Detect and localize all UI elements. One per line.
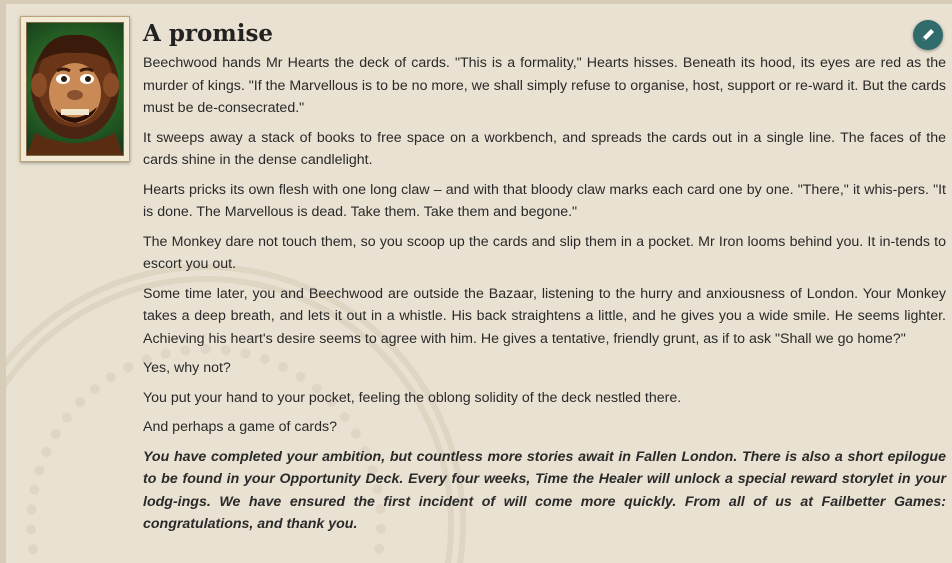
description-paragraph: Hearts pricks its own flesh with one long claw – and with that bloody claw marks each card one by one. "There," it whis-pers. "It is done. The Marvellous is dead. Take them. Take them and begone." [143,181,946,220]
storylet-description [143,52,946,543]
monkey-portrait-icon [26,22,124,156]
description-paragraph: Yes, why not? [143,360,231,376]
description-paragraph: The Monkey dare not touch them, so you scoop up the cards and slip them in a pocket. Mr Iron looms behind you. It in-tends to escort you out. [143,233,946,272]
description-paragraph: It sweeps away a stack of books to free space on a workbench, and spreads the cards out in a single line. The faces of the cards shine in the dense candlelight. [143,129,946,168]
description-paragraph: You put your hand to your pocket, feeling the oblong solidity of the deck nestled there. [143,389,682,406]
storylet-title: A promise [143,20,274,47]
pencil-icon [920,27,936,43]
description-paragraph: Beechwood hands Mr Hearts the deck of cards. "This is a formality," Hearts hisses. Beneath its hood, its eyes are red as the murder of kings. "If the Marvellous is to be no more, we shall simply refuse to organise, host, support or re-ward it. But the cards must be de-consecrated." [143,55,946,116]
storylet-portrait [20,16,130,162]
edit-button[interactable] [913,20,943,50]
description-paragraph: And perhaps a game of cards? [143,419,338,435]
completion-note: You have completed your ambition, but countless more stories await in Fallen London. There is also a short epilogue to be found in your Opportunity Deck. Every four weeks, Time the Healer will unlock a special reward storylet in your lodg-ings. We have ensured the first incident of will come more quickly. From all of us at Failbetter Games: congratulations, and thank you. [143,448,946,532]
description-paragraph: Some time later, you and Beechwood are outside the Bazaar, listening to the hurry and anxiousness of London. Your Monkey takes a deep breath, and lets it out in a whistle. His back straightens a little, and he gives you a wide smile. He seems lighter. Achieving his heart's desire seems to agree with him. He gives a tentative, friendly grunt, as if to ask "Shall we go home?" [143,285,946,347]
